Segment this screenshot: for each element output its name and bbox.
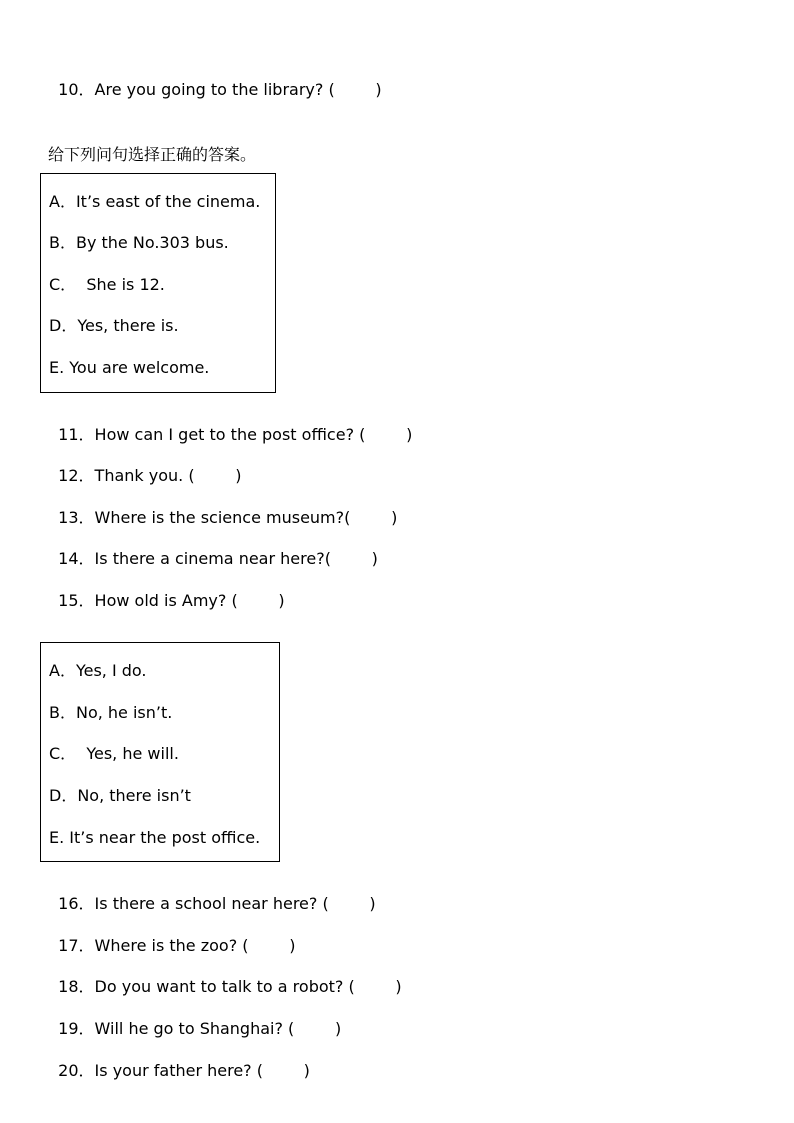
- question-text: Is your father here? (: [94, 1061, 263, 1080]
- question-11: [48, 405, 412, 445]
- answer-blank[interactable]: ): [365, 425, 413, 444]
- answer-blank[interactable]: ): [237, 591, 285, 610]
- question-number: 12．: [58, 466, 95, 485]
- option-e: E. It’s near the post office.: [49, 828, 261, 847]
- answer-blank[interactable]: ): [262, 1061, 310, 1080]
- option-c: C． She is 12.: [49, 275, 165, 294]
- question-text: Will he go to Shanghai? (: [94, 1019, 295, 1038]
- answer-blank[interactable]: ): [294, 1019, 342, 1038]
- question-number: 10．: [58, 80, 95, 99]
- answer-blank[interactable]: ): [354, 977, 402, 996]
- question-20: [48, 1041, 310, 1081]
- question-text: Do you want to talk to a robot? (: [94, 977, 355, 996]
- question-number: 18．: [58, 977, 95, 996]
- question-14: [48, 529, 378, 569]
- answer-blank[interactable]: ): [350, 508, 398, 527]
- question-text: How can I get to the post office? (: [94, 425, 366, 444]
- question-number: 13．: [58, 508, 95, 527]
- question-text: Where is the zoo? (: [94, 936, 249, 955]
- question-text: Thank you. (: [94, 466, 195, 485]
- answer-blank[interactable]: ): [248, 936, 296, 955]
- question-number: 15．: [58, 591, 95, 610]
- question-number: 14．: [58, 549, 95, 568]
- question-12: [48, 446, 242, 486]
- question-16: [48, 874, 376, 914]
- answer-blank[interactable]: ): [330, 549, 378, 568]
- answer-blank[interactable]: ): [328, 894, 376, 913]
- answer-blank[interactable]: ): [194, 466, 242, 485]
- answer-options-box-2: [40, 642, 280, 862]
- option-b: B．No, he isn’t.: [49, 703, 173, 722]
- question-text: How old is Amy? (: [94, 591, 238, 610]
- option-d: D．No, there isn’t: [49, 786, 191, 805]
- question-15: [48, 571, 285, 611]
- option-a: A．It’s east of the cinema.: [49, 192, 261, 211]
- option-b: B．By the No.303 bus.: [49, 233, 229, 252]
- question-text: Where is the science museum?(: [94, 508, 351, 527]
- question-text: Is there a cinema near here?(: [94, 549, 331, 568]
- section-instruction: 给下列问句选择正确的答案。: [48, 145, 257, 164]
- question-13: [48, 488, 397, 528]
- question-number: 11．: [58, 425, 95, 444]
- question-19: [48, 999, 341, 1039]
- question-10: [48, 60, 382, 100]
- question-text: Is there a school near here? (: [94, 894, 329, 913]
- question-text: Are you going to the library? (: [94, 80, 335, 99]
- option-e: E. You are welcome.: [49, 358, 210, 377]
- answer-blank[interactable]: ): [334, 80, 382, 99]
- option-a: A．Yes, I do.: [49, 661, 147, 680]
- question-number: 17．: [58, 936, 95, 955]
- question-number: 20．: [58, 1061, 95, 1080]
- option-c: C． Yes, he will.: [49, 744, 179, 763]
- question-number: 16．: [58, 894, 95, 913]
- option-d: D．Yes, there is.: [49, 316, 179, 335]
- answer-options-box-1: [40, 173, 276, 393]
- question-number: 19．: [58, 1019, 95, 1038]
- question-18: [48, 957, 402, 997]
- question-17: [48, 916, 295, 956]
